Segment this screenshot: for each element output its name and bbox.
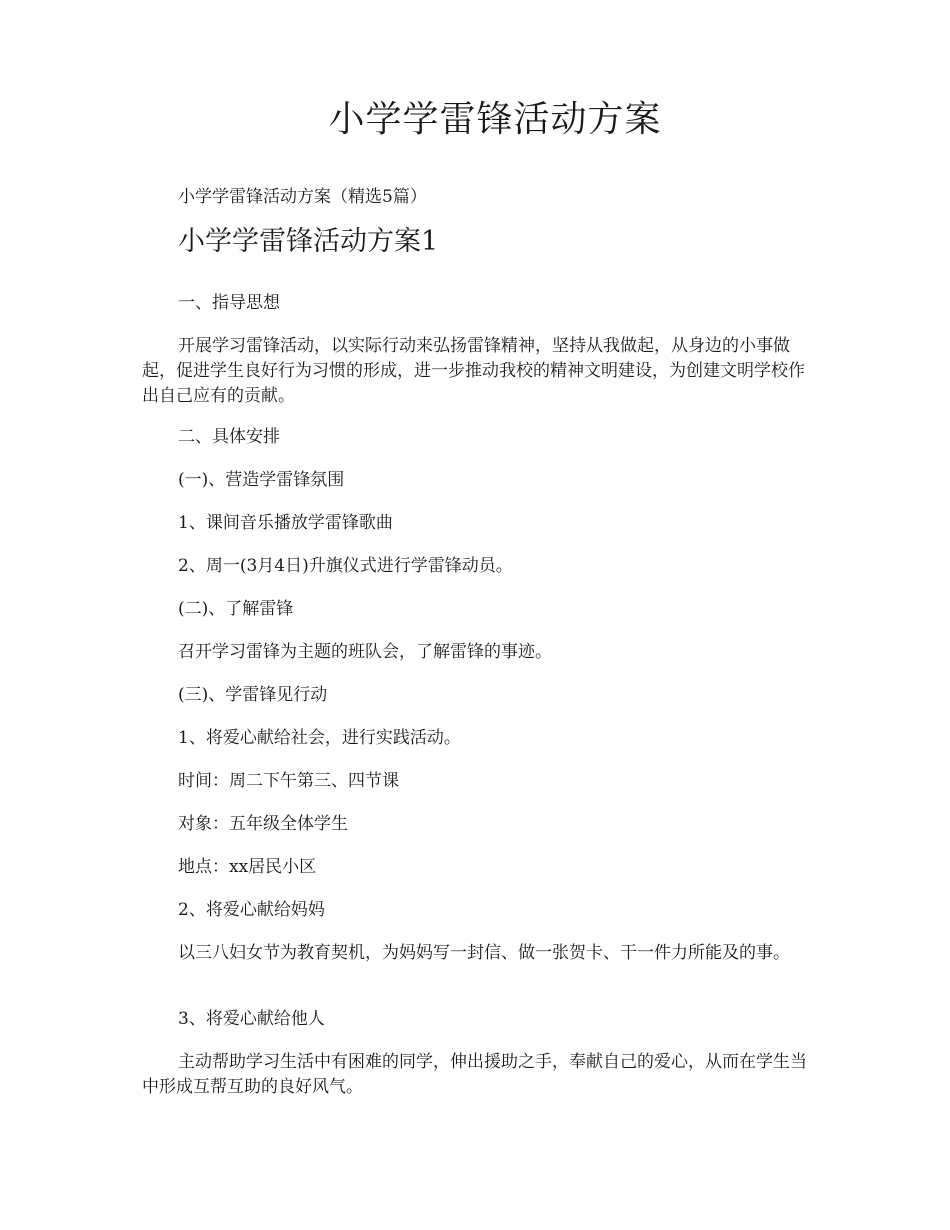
heading-specific-arrangement: 二、具体安排 (178, 427, 280, 447)
subheading-action: (三)、学雷锋见行动 (178, 685, 328, 705)
list-item: 2、将爱心献给妈妈 (178, 900, 325, 920)
heading-guiding-ideology: 一、指导思想 (178, 293, 280, 313)
document-title: 小学学雷锋活动方案 (328, 99, 662, 140)
list-item: 1、将爱心献给社会，进行实践活动。 (178, 728, 461, 748)
list-item: 2、周一(3月4日)升旗仪式进行学雷锋动员。 (178, 556, 513, 576)
paragraph-mothers-day: 以三八妇女节为教育契机，为妈妈写一封信、做一张贺卡、干一件力所能及的事。 (178, 943, 790, 963)
detail-audience: 对象：五年级全体学生 (178, 814, 348, 834)
paragraph-help-others: 主动帮助学习生活中有困难的同学，伸出援助之手，奉献自己的爱心，从而在学生当中形成互帮互助的良好风气。 (142, 1052, 807, 1097)
detail-time: 时间：周二下午第三、四节课 (178, 771, 399, 791)
document-subtitle: 小学学雷锋活动方案（精选5篇） (178, 187, 427, 207)
subheading-atmosphere: (一)、营造学雷锋氛围 (178, 470, 345, 490)
paragraph-class-meeting: 召开学习雷锋为主题的班队会，了解雷锋的事迹。 (178, 642, 552, 662)
section-title: 小学学雷锋活动方案1 (178, 226, 439, 257)
list-item: 3、将爱心献给他人 (178, 1009, 325, 1029)
detail-location: 地点：xx居民小区 (178, 857, 317, 877)
list-item: 1、课间音乐播放学雷锋歌曲 (178, 513, 393, 533)
subheading-understand: (二)、了解雷锋 (178, 599, 294, 619)
paragraph-guiding-ideology: 开展学习雷锋活动，以实际行动来弘扬雷锋精神，坚持从我做起，从身边的小事做起，促进学生良好行为习惯的形成，进一步推动我校的精神文明建设，为创建文明学校作出自己应有的贡献。 (142, 336, 805, 406)
